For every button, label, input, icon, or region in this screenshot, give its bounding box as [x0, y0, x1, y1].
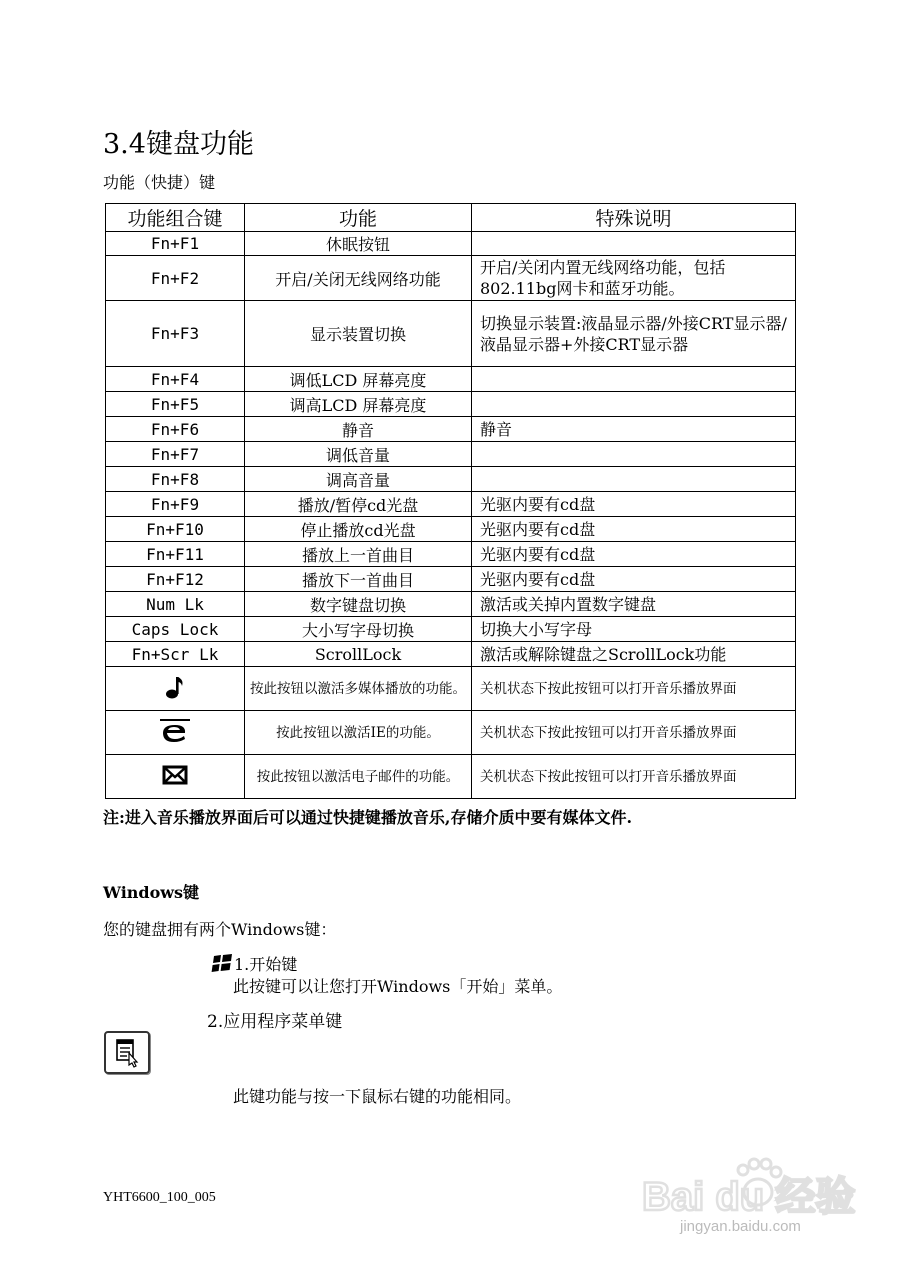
table-row: [106, 442, 796, 467]
key-cell: Fn+F6: [106, 417, 245, 442]
windows-key-heading: Windows键: [103, 883, 200, 902]
function-cell: 播放上一首曲目: [245, 542, 472, 567]
music-note-icon: [164, 674, 186, 700]
baidu-watermark-logo: [640, 1150, 870, 1250]
note-cell: 激活或解除键盘之ScrollLock功能: [472, 642, 796, 667]
function-cell: ScrollLock: [245, 642, 472, 667]
function-cell: 播放/暂停cd光盘: [245, 492, 472, 517]
header-key: 功能组合键: [106, 204, 245, 232]
key-cell: Fn+F12: [106, 567, 245, 592]
note-cell: 切换显示装置:液晶显示器/外接CRT显示器/液晶显示器+外接CRT显示器: [472, 301, 796, 367]
key-cell: Fn+F11: [106, 542, 245, 567]
note-cell: 静音: [472, 417, 796, 442]
hotkey-table: [105, 203, 796, 799]
section-subtitle: 功能（快捷）键: [103, 173, 216, 192]
note-cell: 激活或关掉内置数字键盘: [472, 592, 796, 617]
table-row: [106, 617, 796, 642]
function-cell: 按此按钮以激活电子邮件的功能。: [245, 755, 472, 799]
note-cell: 切换大小写字母: [472, 617, 796, 642]
key-cell: Fn+F9: [106, 492, 245, 517]
svg-text:Bai du 经验: Bai du 经验: [642, 1175, 856, 1219]
note-cell: [472, 232, 796, 256]
note-cell: 光驱内要有cd盘: [472, 567, 796, 592]
table-row: [106, 642, 796, 667]
function-cell: 调低LCD 屏幕亮度: [245, 367, 472, 392]
watermark-url: jingyan.baidu.com: [680, 1218, 801, 1235]
note-cell: 关机状态下按此按钮可以打开音乐播放界面: [472, 711, 796, 755]
function-cell: 静音: [245, 417, 472, 442]
note-cell: 关机状态下按此按钮可以打开音乐播放界面: [472, 755, 796, 799]
table-row: [106, 711, 796, 755]
note-cell: [472, 467, 796, 492]
start-key-label: 1.开始键: [234, 955, 298, 974]
function-cell: 数字键盘切换: [245, 592, 472, 617]
function-cell: 显示装置切换: [245, 301, 472, 367]
function-cell: 播放下一首曲目: [245, 567, 472, 592]
key-cell: Fn+Scr Lk: [106, 642, 245, 667]
key-cell: Fn+F4: [106, 367, 245, 392]
table-footnote: 注:进入音乐播放界面后可以通过快捷键播放音乐,存储介质中要有媒体文件.: [103, 808, 633, 827]
note-cell: 光驱内要有cd盘: [472, 517, 796, 542]
header-function: 功能: [245, 204, 472, 232]
table-row: [106, 492, 796, 517]
function-cell: 调低音量: [245, 442, 472, 467]
table-row: [106, 232, 796, 256]
note-cell: 关机状态下按此按钮可以打开音乐播放界面: [472, 667, 796, 711]
app-menu-key-icon: [104, 1031, 150, 1074]
note-cell: [472, 367, 796, 392]
table-row: [106, 392, 796, 417]
note-cell: [472, 442, 796, 467]
key-cell: [106, 667, 245, 711]
key-cell: [106, 711, 245, 755]
function-cell: 按此按钮以激活多媒体播放的功能。: [245, 667, 472, 711]
document-code: YHT6600_100_005: [103, 1190, 216, 1205]
function-cell: 调高LCD 屏幕亮度: [245, 392, 472, 417]
table-row: [106, 517, 796, 542]
windows-key-desc: 您的键盘拥有两个Windows键：: [103, 920, 337, 939]
key-cell: Fn+F10: [106, 517, 245, 542]
table-row: [106, 301, 796, 367]
table-row: [106, 542, 796, 567]
key-cell: Fn+F5: [106, 392, 245, 417]
note-cell: 光驱内要有cd盘: [472, 492, 796, 517]
ie-icon: [158, 718, 192, 744]
key-cell: Fn+F3: [106, 301, 245, 367]
menu-key-desc: 此键功能与按一下鼠标右键的功能相同。: [233, 1087, 522, 1106]
key-cell: Num Lk: [106, 592, 245, 617]
table-row: [106, 367, 796, 392]
key-cell: Fn+F1: [106, 232, 245, 256]
function-cell: 调高音量: [245, 467, 472, 492]
windows-logo-icon: [210, 954, 234, 974]
function-cell: 停止播放cd光盘: [245, 517, 472, 542]
table-row: [106, 667, 796, 711]
table-row: [106, 592, 796, 617]
function-cell: 休眠按钮: [245, 232, 472, 256]
table-row: [106, 567, 796, 592]
note-cell: 光驱内要有cd盘: [472, 542, 796, 567]
menu-key-label: 2.应用程序菜单键: [207, 1012, 343, 1032]
start-key-line: [210, 952, 297, 975]
table-row: [106, 417, 796, 442]
function-cell: 开启/关闭无线网络功能: [245, 256, 472, 301]
key-cell: Fn+F8: [106, 467, 245, 492]
key-cell: Caps Lock: [106, 617, 245, 642]
page-title: 3.4键盘功能: [103, 129, 254, 160]
key-cell: [106, 755, 245, 799]
header-note: 特殊说明: [472, 204, 796, 232]
function-cell: 按此按钮以激活IE的功能。: [245, 711, 472, 755]
note-cell: [472, 392, 796, 417]
note-cell: 开启/关闭内置无线网络功能，包括802.11bg网卡和蓝牙功能。: [472, 256, 796, 301]
table-row: [106, 256, 796, 301]
table-row: [106, 467, 796, 492]
table-row: [106, 755, 796, 799]
table-header-row: [106, 204, 796, 232]
key-cell: Fn+F7: [106, 442, 245, 467]
function-cell: 大小写字母切换: [245, 617, 472, 642]
key-cell: Fn+F2: [106, 256, 245, 301]
mail-icon: [162, 764, 188, 786]
start-key-desc: 此按键可以让您打开Windows「开始」菜单。: [233, 977, 563, 996]
